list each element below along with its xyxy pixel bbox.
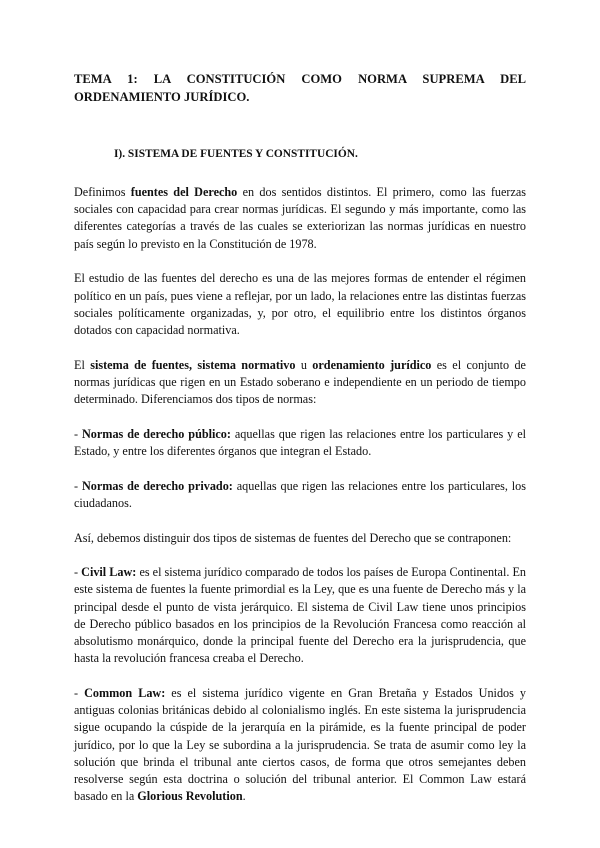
bold-term: Civil Law:	[81, 565, 137, 580]
text-run: -	[74, 685, 85, 700]
text-run: -	[74, 478, 82, 493]
paragraph-estudio-fuentes: El estudio de las fuentes del derecho es una de las mejores formas de entender el régimen político en un país, pues viene a reflejar, por un lado, la relaciones entre las distintas fuerzas sociales políticamente organizadas, y, por otro, el equilibrio entre los distintos órganos dotados con capacidad normativa.	[74, 271, 526, 337]
text-run: aquellas que rigen las relaciones entre los particulares y el Estado, y entre los diferentes órganos que integran el Estado.	[74, 426, 526, 458]
bold-term: sistema de fuentes, sistema normativo	[90, 357, 296, 372]
bold-term: Common Law:	[84, 685, 166, 700]
paragraph-common-law	[74, 685, 526, 805]
text-run: Definimos	[74, 185, 131, 199]
document-title-line-2: ORDENAMIENTO JURÍDICO.	[74, 90, 250, 104]
text-run: u	[295, 357, 313, 372]
paragraph-fuentes-definicion	[74, 184, 526, 253]
bold-term: Normas de derecho público:	[81, 426, 231, 441]
bold-term: fuentes del Derecho	[130, 185, 238, 199]
paragraph-sistema-fuentes	[74, 357, 526, 409]
bold-term: Glorious Revolution	[137, 789, 243, 804]
document-title	[74, 70, 526, 106]
bold-term: ordenamiento jurídico	[312, 357, 432, 372]
paragraph-derecho-privado	[74, 478, 526, 512]
text-run: .	[242, 789, 246, 804]
document-page	[74, 70, 526, 805]
text-run: -	[74, 565, 82, 580]
bold-term: Normas de derecho privado:	[81, 478, 233, 493]
text-run: es el sistema jurídico vigente en Gran Bretaña y Estados Unidos y antiguas colonias británicas debido al colonialismo inglés. En este sistema la jurisprudencia sigue ocupando la cúspide de la jerarquía en la pirámide, es la fuente principal de poder jurídico, por lo que la Ley se subordina a la jurisprudencia. Se trata de asumir como ley la solución que brinda el tribunal ante ciertos casos, de forma que otros semejantes deben resolverse según esta doctrina o solución del tribunal anterior. El Common Law estará basado en la	[74, 685, 527, 804]
section-heading: I). SISTEMA DE FUENTES Y CONSTITUCIÓN.	[114, 148, 358, 160]
text-run: es el conjunto de normas jurídicas que rigen en un Estado soberano e independiente en un periodo de tiempo determinado. Diferenciamos dos tipos de normas:	[74, 357, 526, 407]
paragraph-civil-law	[74, 564, 526, 667]
text-run: El	[74, 357, 91, 372]
text-run: en dos sentidos distintos. El primero, como las fuerzas sociales con capacidad para crear normas jurídicas. El segundo y más importante, como las diferentes categorías a través de las cuales se exteriorizan las normas jurídicas en nuestro país según lo previsto en la Constitución de 1978.	[74, 185, 527, 251]
text-run: -	[74, 426, 82, 441]
text-run: es el sistema jurídico comparado de todos los países de Europa Continental. En este sistema de fuentes la fuente primordial es la Ley, que es una fuente de Derecho más y la principal desde el punto de vista jerárquico. El sistema de Civil Law tiene unos principios de Derecho público basados en los principios de la Revolución Francesa como reacción al absolutismo monárquico, donde la principal fuente del Derecho era la jurisprudencia, que hasta la revolución francesa creaba el Derecho.	[74, 565, 526, 666]
text-run: aquellas que rigen las relaciones entre los particulares, los ciudadanos.	[74, 478, 526, 510]
paragraph-tipos-sistemas: Así, debemos distinguir dos tipos de sistemas de fuentes del Derecho que se contraponen:	[74, 530, 512, 545]
document-title-line-1: TEMA 1: LA CONSTITUCIÓN COMO NORMA SUPREMA DEL	[74, 72, 526, 86]
paragraph-derecho-publico	[74, 426, 526, 460]
